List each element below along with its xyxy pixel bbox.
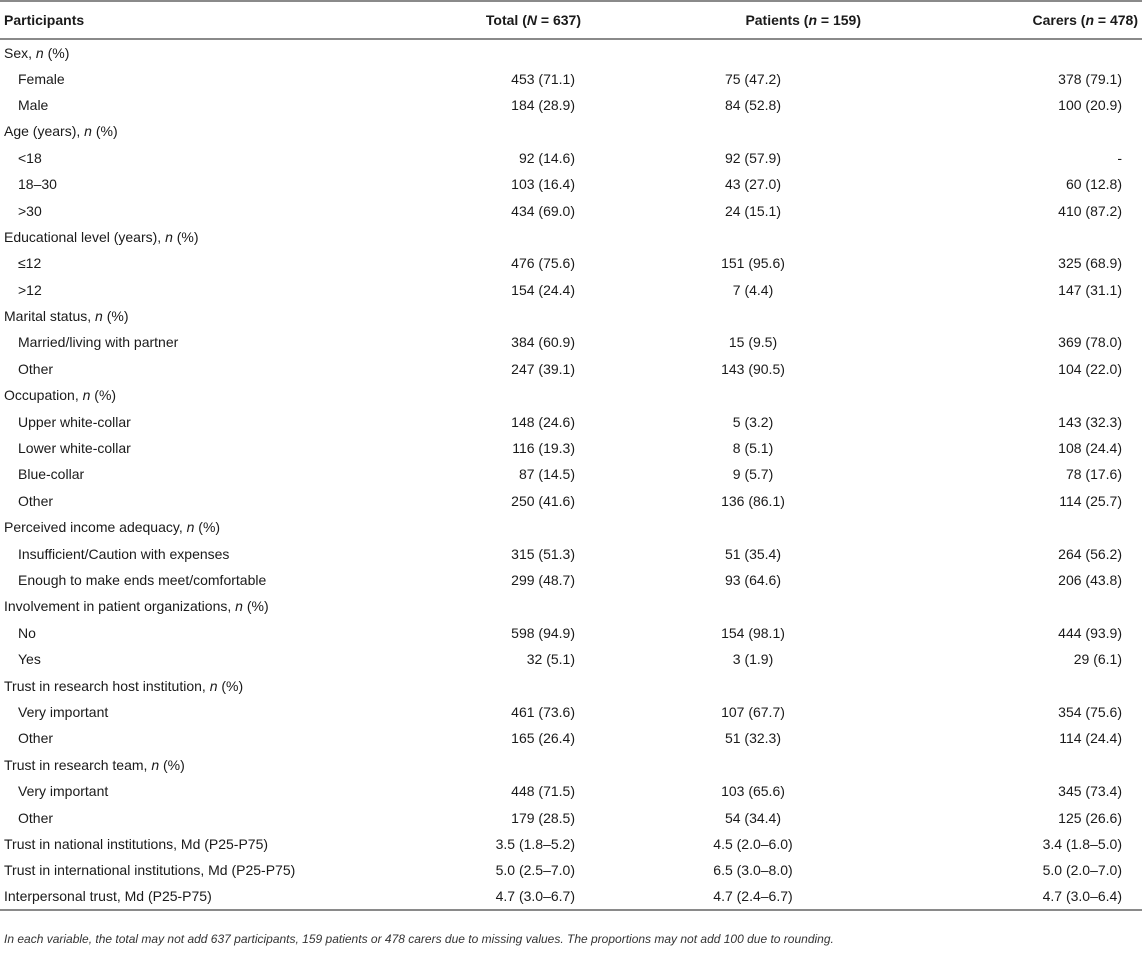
category-row bbox=[0, 118, 1142, 144]
table-row bbox=[0, 329, 1142, 355]
row-label: Other bbox=[18, 809, 54, 826]
table-row bbox=[0, 145, 1142, 171]
header-patients-var: n bbox=[808, 12, 818, 28]
cell-total: 179 (28.5) bbox=[511, 809, 575, 826]
row-label: Female bbox=[18, 70, 65, 87]
cell-carers: 325 (68.9) bbox=[1058, 255, 1122, 272]
cell-carers: 143 (32.3) bbox=[1058, 413, 1122, 430]
cell-total: 4.7 (3.0–6.7) bbox=[495, 888, 575, 905]
cell-patients: 43 (27.0) bbox=[724, 176, 782, 193]
table-row bbox=[0, 461, 1142, 487]
table-header bbox=[0, 1, 1142, 39]
header-patients-pre: Patients ( bbox=[745, 12, 809, 28]
table-row bbox=[0, 646, 1142, 672]
category-label-post: (%) bbox=[217, 677, 244, 694]
cell-carers: 104 (22.0) bbox=[1058, 360, 1122, 377]
category-row bbox=[0, 39, 1142, 65]
category-row bbox=[0, 593, 1142, 619]
cell-total: 598 (94.9) bbox=[511, 624, 575, 641]
cell-total: 184 (28.9) bbox=[511, 96, 575, 113]
cell-carers: 147 (31.1) bbox=[1058, 281, 1122, 298]
cell-patients: 107 (67.7) bbox=[721, 703, 785, 720]
cell-total: 461 (73.6) bbox=[511, 703, 575, 720]
category-label-post: (%) bbox=[159, 756, 185, 773]
cell-carers: 125 (26.6) bbox=[1058, 809, 1122, 826]
category-label bbox=[0, 224, 1142, 250]
category-label-var: n bbox=[235, 598, 243, 615]
cell-patients: 5 (3.2) bbox=[732, 413, 774, 430]
table-row bbox=[0, 540, 1142, 566]
row-label: >30 bbox=[18, 202, 42, 219]
cell-carers: 4.7 (3.0–6.4) bbox=[1042, 888, 1122, 905]
category-label bbox=[0, 593, 1142, 619]
summary-row bbox=[0, 857, 1142, 883]
table-row bbox=[0, 567, 1142, 593]
category-row bbox=[0, 382, 1142, 408]
cell-carers: - bbox=[1117, 149, 1122, 166]
cell-patients: 4.5 (2.0–6.0) bbox=[713, 835, 793, 852]
row-label: Other bbox=[18, 730, 54, 747]
cell-total: 434 (69.0) bbox=[511, 202, 575, 219]
header-patients-post: = 159) bbox=[817, 12, 861, 28]
category-label-pre: Educational level (years), bbox=[4, 228, 166, 245]
cell-patients: 6.5 (3.0–8.0) bbox=[713, 862, 793, 879]
header-total-pre: Total ( bbox=[485, 12, 527, 28]
category-label-var: n bbox=[186, 519, 195, 536]
row-label: Other bbox=[18, 492, 54, 509]
category-label-pre: Age (years), bbox=[4, 123, 85, 140]
cell-carers: 114 (25.7) bbox=[1059, 492, 1122, 509]
category-label-var: n bbox=[35, 44, 44, 61]
category-label bbox=[0, 118, 1142, 144]
cell-patients: 7 (4.4) bbox=[732, 281, 774, 298]
category-label-pre: Marital status, bbox=[4, 308, 96, 325]
row-label: Very important bbox=[18, 703, 109, 720]
table-row bbox=[0, 171, 1142, 197]
cell-carers: 264 (56.2) bbox=[1058, 545, 1122, 562]
row-label: Blue-collar bbox=[18, 466, 85, 483]
row-label: Married/living with partner bbox=[18, 334, 179, 351]
category-row bbox=[0, 752, 1142, 778]
category-label-post: (%) bbox=[90, 387, 117, 404]
table-row bbox=[0, 620, 1142, 646]
cell-carers: 60 (12.8) bbox=[1065, 176, 1122, 193]
category-label-post: (%) bbox=[102, 308, 129, 325]
header-total-var: N bbox=[526, 12, 538, 28]
header-patients bbox=[585, 1, 865, 39]
table-row bbox=[0, 250, 1142, 276]
header-carers-pre: Carers ( bbox=[1032, 12, 1086, 28]
cell-patients: 9 (5.7) bbox=[732, 466, 774, 483]
cell-patients: 3 (1.9) bbox=[732, 651, 774, 668]
cell-carers: 354 (75.6) bbox=[1058, 703, 1122, 720]
cell-carers: 206 (43.8) bbox=[1058, 572, 1122, 588]
cell-patients: 51 (32.3) bbox=[724, 730, 782, 747]
cell-total: 247 (39.1) bbox=[511, 360, 575, 377]
category-label-post: (%) bbox=[194, 519, 221, 536]
category-label-post: (%) bbox=[91, 123, 118, 140]
row-label: No bbox=[18, 624, 36, 641]
cell-patients: 75 (47.2) bbox=[724, 70, 782, 87]
cell-carers: 444 (93.9) bbox=[1058, 624, 1122, 641]
category-label-pre: Trust in research team, bbox=[4, 756, 152, 773]
header-total bbox=[420, 1, 585, 39]
cell-total: 250 (41.6) bbox=[511, 492, 575, 509]
category-label bbox=[0, 752, 1142, 778]
summary-row bbox=[0, 831, 1142, 857]
cell-patients: 15 (9.5) bbox=[728, 334, 778, 351]
cell-total: 315 (51.3) bbox=[511, 545, 575, 562]
table-row bbox=[0, 804, 1142, 830]
table-row bbox=[0, 356, 1142, 382]
cell-total: 92 (14.6) bbox=[518, 149, 575, 166]
cell-patients: 8 (5.1) bbox=[732, 440, 774, 457]
cell-patients: 84 (52.8) bbox=[724, 96, 782, 113]
cell-carers: 378 (79.1) bbox=[1058, 70, 1122, 87]
cell-patients: 4.7 (2.4–6.7) bbox=[713, 888, 793, 905]
category-label-pre: Involvement in patient organizations, bbox=[4, 598, 236, 615]
table-row bbox=[0, 699, 1142, 725]
category-label-pre: Sex, bbox=[4, 44, 36, 61]
category-label-pre: Trust in research host institution, bbox=[4, 677, 210, 694]
category-label-var: n bbox=[82, 387, 91, 404]
cell-total: 299 (48.7) bbox=[511, 572, 575, 588]
row-label: Trust in national institutions, Md (P25-P75) bbox=[4, 835, 269, 852]
cell-carers: 78 (17.6) bbox=[1065, 466, 1122, 483]
category-label-pre: Occupation, bbox=[4, 387, 83, 404]
cell-total: 448 (71.5) bbox=[511, 783, 575, 800]
row-label: ≤12 bbox=[18, 255, 42, 272]
cell-total: 32 (5.1) bbox=[526, 651, 575, 668]
cell-total: 103 (16.4) bbox=[511, 176, 575, 193]
table-row bbox=[0, 65, 1142, 91]
cell-carers: 369 (78.0) bbox=[1058, 334, 1122, 351]
category-label-var: n bbox=[151, 756, 160, 773]
category-label-post: (%) bbox=[172, 228, 199, 245]
row-label: Other bbox=[18, 360, 54, 377]
cell-patients: 143 (90.5) bbox=[721, 360, 785, 377]
table-row bbox=[0, 435, 1142, 461]
cell-patients: 92 (57.9) bbox=[724, 149, 782, 166]
category-label bbox=[0, 672, 1142, 698]
cell-patients: 136 (86.1) bbox=[721, 492, 785, 509]
table-row bbox=[0, 92, 1142, 118]
table-row bbox=[0, 778, 1142, 804]
cell-total: 3.5 (1.8–5.2) bbox=[495, 835, 575, 852]
cell-carers: 114 (24.4) bbox=[1059, 730, 1122, 747]
table-row bbox=[0, 488, 1142, 514]
row-label: Male bbox=[18, 96, 49, 113]
table-footnote: In each variable, the total may not add 637 participants, 159 patients or 478 carers due to missing values. The proportions may not add 100 due to rounding. bbox=[4, 932, 834, 946]
cell-carers: 5.0 (2.0–7.0) bbox=[1042, 862, 1122, 879]
cell-total: 116 (19.3) bbox=[512, 440, 575, 457]
cell-carers: 108 (24.4) bbox=[1058, 440, 1122, 457]
cell-patients: 151 (95.6) bbox=[721, 255, 785, 272]
cell-patients: 51 (35.4) bbox=[724, 545, 782, 562]
row-label: Upper white-collar bbox=[18, 413, 131, 430]
summary-row bbox=[0, 884, 1142, 910]
category-label bbox=[0, 303, 1142, 329]
cell-total: 5.0 (2.5–7.0) bbox=[495, 862, 575, 879]
cell-patients: 154 (98.1) bbox=[721, 624, 785, 641]
cell-patients: 93 (64.6) bbox=[724, 572, 782, 588]
cell-total: 87 (14.5) bbox=[518, 466, 575, 483]
category-label-var: n bbox=[209, 677, 218, 694]
table-row bbox=[0, 408, 1142, 434]
cell-carers: 345 (73.4) bbox=[1058, 783, 1122, 800]
cell-patients: 24 (15.1) bbox=[724, 202, 782, 219]
category-label-post: (%) bbox=[43, 44, 70, 61]
cell-total: 148 (24.6) bbox=[511, 413, 575, 430]
category-row bbox=[0, 672, 1142, 698]
cell-total: 154 (24.4) bbox=[511, 281, 575, 298]
header-carers-var: n bbox=[1085, 12, 1095, 28]
header-carers bbox=[865, 1, 1142, 39]
cell-patients: 103 (65.6) bbox=[721, 783, 785, 800]
row-label: Yes bbox=[18, 651, 41, 668]
cell-carers: 100 (20.9) bbox=[1058, 96, 1122, 113]
category-label-post: (%) bbox=[242, 598, 269, 615]
header-participants bbox=[0, 1, 420, 39]
row-label: 18–30 bbox=[18, 176, 57, 193]
row-label: Interpersonal trust, Md (P25-P75) bbox=[4, 888, 212, 905]
category-row bbox=[0, 303, 1142, 329]
header-carers-post: = 478) bbox=[1094, 12, 1138, 28]
cell-total: 384 (60.9) bbox=[511, 334, 575, 351]
category-label-pre: Perceived income adequacy, bbox=[4, 519, 187, 536]
row-label: Enough to make ends meet/comfortable bbox=[18, 572, 267, 588]
category-row bbox=[0, 514, 1142, 540]
cell-total: 476 (75.6) bbox=[511, 255, 575, 272]
category-label bbox=[0, 39, 1142, 65]
cell-carers: 410 (87.2) bbox=[1058, 202, 1122, 219]
category-label bbox=[0, 514, 1142, 540]
table-body bbox=[0, 39, 1142, 910]
category-label-var: n bbox=[84, 123, 92, 140]
header-row bbox=[0, 1, 1142, 39]
cell-patients: 54 (34.4) bbox=[724, 809, 782, 826]
row-label: Very important bbox=[18, 783, 109, 800]
row-label: Insufficient/Caution with expenses bbox=[18, 545, 230, 562]
category-label bbox=[0, 382, 1142, 408]
table-row bbox=[0, 277, 1142, 303]
category-row bbox=[0, 224, 1142, 250]
cell-total: 165 (26.4) bbox=[511, 730, 575, 747]
category-label-var: n bbox=[165, 228, 173, 245]
header-participants-text: Participants bbox=[4, 12, 85, 28]
cell-total: 453 (71.1) bbox=[511, 70, 575, 87]
header-total-post: = 637) bbox=[537, 12, 581, 28]
row-label: <18 bbox=[18, 149, 42, 166]
row-label: >12 bbox=[18, 281, 42, 298]
category-label-var: n bbox=[95, 308, 103, 325]
table-row bbox=[0, 725, 1142, 751]
row-label: Trust in international institutions, Md (P25-P75) bbox=[4, 862, 296, 879]
table-row bbox=[0, 197, 1142, 223]
row-label: Lower white-collar bbox=[18, 440, 131, 457]
cell-carers: 29 (6.1) bbox=[1073, 651, 1122, 668]
cell-carers: 3.4 (1.8–5.0) bbox=[1042, 835, 1122, 852]
